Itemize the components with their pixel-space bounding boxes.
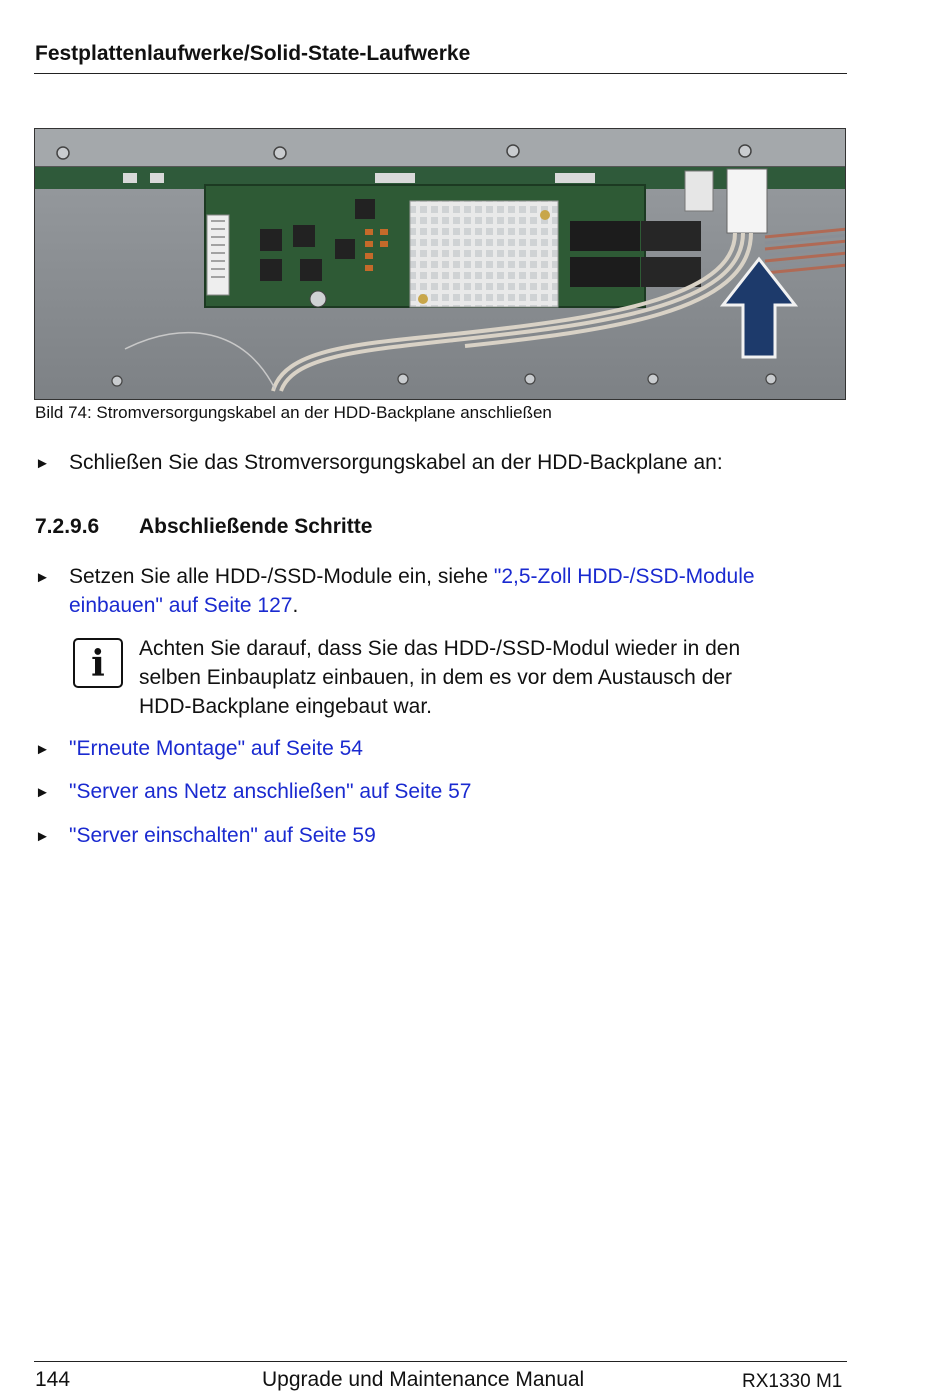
section-number: 7.2.9.6 bbox=[35, 515, 100, 538]
bullet-icon: ► bbox=[35, 828, 50, 845]
page-header-title: Festplattenlaufwerke/Solid-State-Laufwerke bbox=[35, 42, 471, 65]
bullet-icon: ► bbox=[35, 569, 50, 586]
link-server-einschalten[interactable]: "Server einschalten" auf Seite 59 bbox=[69, 824, 376, 847]
section-title: Abschließende Schritte bbox=[139, 515, 373, 538]
link-erneute-montage[interactable]: "Erneute Montage" auf Seite 54 bbox=[69, 737, 363, 760]
step-install-text: Setzen Sie alle HDD-/SSD-Module ein, siehe bbox=[69, 565, 494, 588]
bullet-icon: ► bbox=[35, 455, 50, 472]
footer-rule bbox=[34, 1361, 847, 1362]
footer-manual-title: Upgrade und Maintenance Manual bbox=[262, 1368, 585, 1391]
figure-photo bbox=[34, 128, 846, 400]
figure-caption: Bild 74: Stromversorgungskabel an der HDD-Backplane anschließen bbox=[35, 403, 552, 422]
bullet-icon: ► bbox=[35, 784, 50, 801]
footer-page-number: 144 bbox=[35, 1368, 71, 1391]
step-install-period: . bbox=[292, 594, 299, 617]
note-line-2: selben Einbauplatz einbauen, in dem es vor dem Austausch der bbox=[139, 666, 733, 689]
footer-model: RX1330 M1 bbox=[742, 1371, 843, 1392]
header-rule bbox=[34, 73, 847, 74]
step-install-line2 bbox=[69, 591, 298, 620]
note-line-3: HDD-Backplane eingebaut war. bbox=[139, 695, 432, 718]
link-server-ans-netz[interactable]: "Server ans Netz anschließen" auf Seite 57 bbox=[69, 780, 472, 803]
step-install-modules bbox=[69, 562, 859, 591]
step-connect-power: Schließen Sie das Stromversorgungskabel an der HDD-Backplane an: bbox=[69, 451, 723, 474]
info-icon: i bbox=[73, 638, 123, 688]
link-hdd-ssd-install-cont[interactable]: einbauen" auf Seite 127 bbox=[69, 594, 293, 617]
note-line-1: Achten Sie darauf, dass Sie das HDD-/SSD-Modul wieder in den bbox=[139, 637, 741, 660]
link-hdd-ssd-install[interactable]: "2,5-Zoll HDD-/SSD-Module bbox=[493, 565, 755, 588]
bullet-icon: ► bbox=[35, 741, 50, 758]
backplane-photo-illustration bbox=[35, 129, 846, 400]
